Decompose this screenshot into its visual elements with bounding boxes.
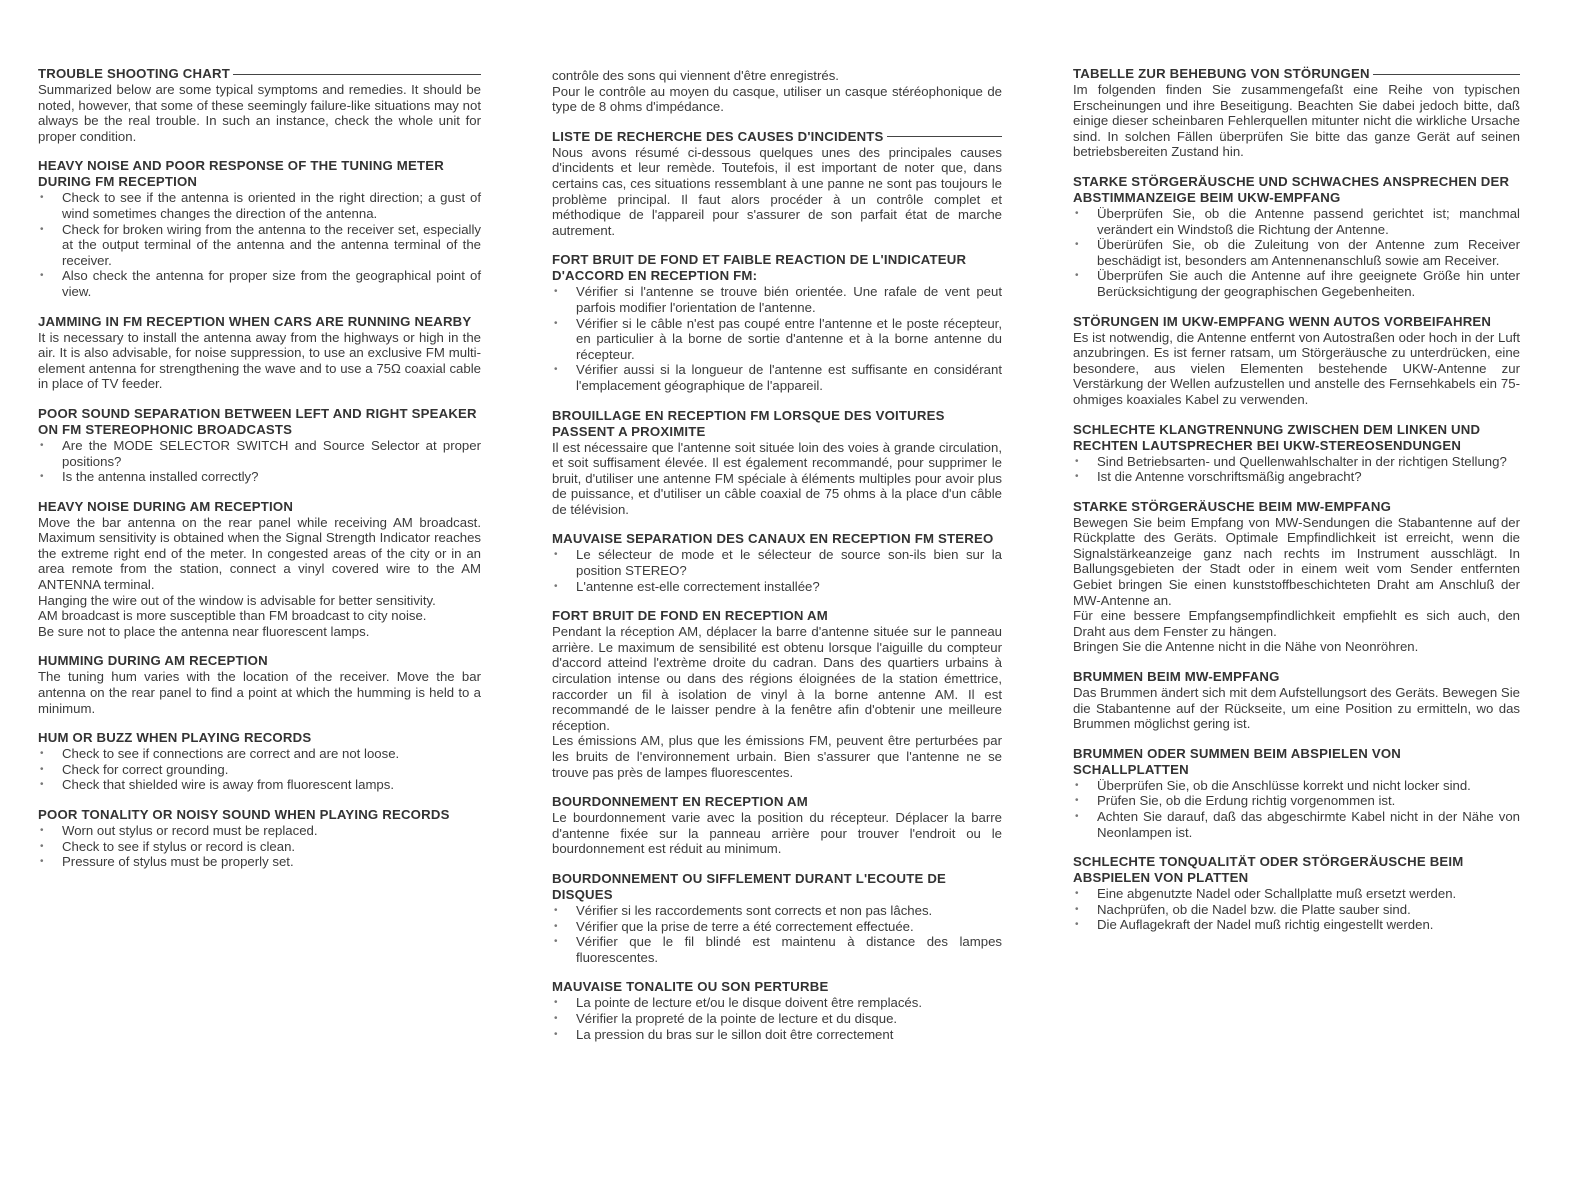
list-item: • La pression du bras sur le sillon doit être correctement [552,1027,1002,1043]
en-am-noise-p3: AM broadcast is more susceptible than FM broadcast to city noise. [38,608,427,624]
list-item: • Check to see if connections are correct and are not loose. [38,746,481,762]
en-am-hum-section [38,653,481,716]
fr-am-noise-section [552,608,1002,780]
de-intro-text: Im folgenden finden Sie zusammengefaßt eine Reihe von typischen Erscheinungen und ihre Beseitigung. Beachten Sie dabei jedoch bitte, daß einige dieser scheinbaren Fehlerquellen mitunter nicht die wirkliche Ursache sind. In solchen Fällen überprüfen Sie bitte das ganze Gerät auf seinen betriebsbereiten Zustand hin. [1073,82,1520,160]
fr-am-hum-text: Le bourdonnement varie avec la position du récepteur. Déplacer la barre d'antenne fixée sur la panneau arrière pour trouver l'endroit ou le bourdonnement est réduit au minimum. [552,810,1002,857]
en-am-noise-p4: Be sure not to place the antenna near fluorescent lamps. [38,623,370,639]
de-fm-noise-heading: STARKE STÖRGERÄUSCHE UND SCHWACHES ANSPRECHEN DER ABSTIMMANZEIGE BEIM UKW-EMPFANG [1073,173,1510,205]
de-tonality-heading: SCHLECHTE TONQUALITÄT ODER STÖRGERÄUSCHE BEIM ABSPIELEN VON PLATTEN [1073,854,1464,886]
de-separation-section [1073,422,1520,485]
fr-tonality-section [552,979,1002,1042]
list-item: • Überprüfen Sie, ob die Antenne passend gerichtet ist; manchmal verändert ein Windstoß die Richtung der Antenne. [1073,206,1520,237]
title-rule [1373,74,1520,75]
de-am-hum-text: Das Brummen ändert sich mit dem Aufstellungsort des Geräts. Bewegen Sie die Stabantenne auf der Rückseite, um eine Position zu ermitteln, wo das Brummen möglichst gering ist. [1073,685,1520,732]
en-tonality-section [38,807,481,870]
fr-jamming-heading: BROUILLAGE EN RECEPTION FM LORSQUE DES VOITURES PASSENT A PROXIMITE [552,407,945,439]
de-record-hum-list [1073,778,1520,840]
fr-continuation-section [552,68,1002,115]
en-separation-heading: POOR SOUND SEPARATION BETWEEN LEFT AND RIGHT SPEAKER ON FM STEREOPHONIC BROADCASTS [38,405,477,437]
en-chart-title: TROUBLE SHOOTING CHART [38,66,481,82]
en-jamming-heading: JAMMING IN FM RECEPTION WHEN CARS ARE RUNNING NEARBY [38,313,472,329]
list-item: • Überprüfen Sie auch die Antenne auf ihre geeignete Größe hin unter Berücksichtigung der geographischen Gegebenheiten. [1073,268,1520,299]
de-tonality-list [1073,886,1520,933]
en-am-noise-p1: Move the bar antenna on the rear panel while receiving AM broadcast. Maximum sensitivity is obtained when the Signal Strength Indicator reaches the extreme right end of the meter. In congested areas of the city or in an area remote from the station, connect a vinyl covered wire to the AM ANTENNA terminal. [38,514,481,593]
fr-separation-section [552,531,1002,594]
de-record-hum-section [1073,746,1520,840]
list-item: • Ist die Antenne vorschriftsmäßig angebracht? [1073,469,1520,485]
fr-am-noise-p1: Pendant la réception AM, déplacer la barre d'antenne située sur le panneau arrière. Le maximum de sensibilité est obtenu lorsque l'aiguille du compteur d'accord atteind l'extrème droite du cadran. Dans des quartiers urbains à circulation intense ou dans des régions éloignées de la station émettrice, raccorder un fil à isolation de vinyl à la borne antenne AM. Il est recommandé de le laisser pendre à la fenêtre afin d'obtenir une meilleure réception. [552,624,1002,733]
list-item: • Are the MODE SELECTOR SWITCH and Source Selector at proper positions? [38,438,481,469]
de-fm-noise-section [1073,174,1520,300]
en-jamming-section [38,314,481,392]
list-item: • La pointe de lecture et/ou le disque doivent être remplacés. [552,995,1002,1011]
en-intro-section [38,66,481,144]
en-separation-list [38,438,481,485]
de-am-noise-p1: Bewegen Sie beim Empfang von MW-Sendungen die Stabantenne auf der Rückplatte des Geräts. Optimale Empfindlichkeit ist erreicht, wenn die Signalstärkeanzeige ganz nach rechts im Instrument ausschlägt. In Ballungsgebieten der Stadt oder in einem weit vom Sender entfernten Gebiet bringen Sie einen kunststoffbeschichteten Draht am Anschluß der MW-Antenne an. [1073,514,1520,608]
fr-am-noise-heading: FORT BRUIT DE FOND EN RECEPTION AM [552,608,828,624]
list-item: • Nachprüfen, ob die Nadel bzw. die Platte sauber sind. [1073,902,1520,918]
list-item: • Check that shielded wire is away from fluorescent lamps. [38,777,481,793]
list-item: • Prüfen Sie, ob die Erdung richtig vorgenommen ist. [1073,793,1520,809]
en-fm-noise-list [38,190,481,299]
en-fm-noise-section [38,158,481,299]
de-tonality-section [1073,854,1520,933]
german-column [1073,66,1520,933]
english-column [38,66,481,884]
fr-tonality-list [552,995,1002,1042]
list-item: • L'antenne est-elle correctement installée? [552,579,1002,595]
de-am-noise-p2: Für eine bessere Empfangsempfindlichkeit empfiehlt es sich auch, den Draht aus dem Fenster zu hängen. [1073,608,1520,639]
en-record-hum-heading: HUM OR BUZZ WHEN PLAYING RECORDS [38,730,312,746]
list-item: • Vérifier la propreté de la pointe de lecture et du disque. [552,1011,1002,1027]
list-item: • Vérifier aussi si la longueur de l'antenne est suffisante en considérant l'emplacement géographique de l'appareil. [552,362,1002,393]
de-jamming-text: Es ist notwendig, die Antenne entfernt von Autostraßen oder hoch in der Luft anzubringen. Es ist ferner ratsam, um Störgeräusche zu unterdrücken, eine besondere, aus vielen Elementen bestehende UKW-Antenne zur Verstärkung der Wellen aufzustellen und anstelle des Fernsehkabels ein 75-ohmiges koaxiales Kabel zu verwenden. [1073,329,1520,407]
de-am-noise-heading: STARKE STÖRGERÄUSCHE BEIM MW-EMPFANG [1073,498,1392,514]
list-item: • Vérifier si le câble n'est pas coupé entre l'antenne et le poste récepteur, en particulier à la borne de sortie d'antenne et à la borne antenne du récepteur. [552,316,1002,363]
fr-separation-list [552,547,1002,594]
list-item: • Check to see if stylus or record is clean. [38,839,481,855]
en-tonality-list [38,823,481,870]
de-separation-list [1073,454,1520,485]
de-am-noise-section [1073,499,1520,655]
list-item: • Überürüfen Sie, ob die Zuleitung von der Antenne zum Receiver beschädigt ist, besonders am Antennenanschluß sowie am Receiver. [1073,237,1520,268]
de-separation-heading: SCHLECHTE KLANGTRENNUNG ZWISCHEN DEM LINKEN UND RECHTEN LAUTSPRECHER BEI UKW-STEREOSENDUNGEN [1073,421,1481,453]
en-record-hum-list [38,746,481,793]
de-intro-section [1073,66,1520,160]
fr-tonality-heading: MAUVAISE TONALITE OU SON PERTURBE [552,979,829,995]
en-intro-text: Summarized below are some typical symptoms and remedies. It should be noted, however, that some of these seemingly failure-like situations may not always be the real trouble. In such an instance, check the whole unit for proper condition. [38,82,481,144]
list-item: • Pressure of stylus must be properly set. [38,854,481,870]
fr-jamming-section [552,408,1002,518]
en-tonality-heading: POOR TONALITY OR NOISY SOUND WHEN PLAYING RECORDS [38,807,450,822]
fr-headphone-text: Pour le contrôle au moyen du casque, utiliser un casque stéréophonique de type de 8 ohms d'impédance. [552,83,1002,115]
fr-fm-noise-heading: FORT BRUIT DE FOND ET FAIBLE REACTION DE L'INDICATEUR D'ACCORD EN RECEPTION FM: [552,252,967,284]
en-fm-noise-heading: HEAVY NOISE AND POOR RESPONSE OF THE TUNING METER DURING FM RECEPTION [38,158,444,190]
list-item: • Check for broken wiring from the antenna to the receiver set, especially at the output terminal of the antenna and the antenna terminal of the receiver. [38,222,481,269]
list-item: • Die Auflagekraft der Nadel muß richtig eingestellt werden. [1073,917,1520,933]
list-item: • Also check the antenna for proper size from the geographical point of view. [38,268,481,299]
en-jamming-text: It is necessary to install the antenna away from the highways or high in the air. It is also advisable, for noise suppression, to use an exclusive FM multi-element antenna for strengthening the wave and to use a 75Ω coaxial cable in place of TV feeder. [38,329,481,392]
fr-am-hum-section [552,794,1002,857]
fr-record-hum-section [552,871,1002,965]
en-record-hum-section [38,730,481,793]
de-jamming-section [1073,314,1520,408]
title-rule [887,136,1002,137]
list-item: • Le sélecteur de mode et le sélecteur de source son-ils bien sur la position STEREO? [552,547,1002,578]
fr-am-noise-p2: Les émissions AM, plus que les émissions FM, peuvent être perturbées par les bruits de l'environnement urbain. Bien s'assurer que l'antenne ne se trouve pas près de lampes fluorescentes. [552,733,1002,780]
french-column [552,68,1002,1042]
en-am-noise-p2: Hanging the wire out of the window is advisable for better sensitivity. [38,592,436,608]
de-chart-title: TABELLE ZUR BEHEBUNG VON STÖRUNGEN [1073,66,1520,82]
fr-continuation-text: contrôle des sons qui viennent d'être enregistrés. [552,68,839,83]
fr-separation-heading: MAUVAISE SEPARATION DES CANAUX EN RECEPTION FM STEREO [552,531,994,547]
title-rule [233,74,481,75]
list-item: • Is the antenna installed correctly? [38,469,481,485]
fr-am-hum-heading: BOURDONNEMENT EN RECEPTION AM [552,794,808,810]
list-item: • Worn out stylus or record must be replaced. [38,823,481,839]
fr-intro-section [552,129,1002,239]
de-am-hum-section [1073,669,1520,732]
de-am-hum-heading: BRUMMEN BEIM MW-EMPFANG [1073,669,1280,685]
fr-fm-noise-section [552,252,1002,393]
fr-intro-text: Nous avons résumé ci-dessous quelques unes des principales causes d'incidents et leur remède. Toutefois, il est important de noter que, dans certains cas, ces situations ressemblant à une panne ne sont pas toujours le problème principal. Il faut alors procéder à un contrôle complet et méthodique de l'appareil pour s'assurer de son parfait état de marche autrement. [552,144,1002,238]
fr-record-hum-heading: BOURDONNEMENT OU SIFFLEMENT DURANT L'ECOUTE DE DISQUES [552,870,947,902]
list-item: • Vérifier si l'antenne se trouve bién orientée. Une rafale de vent peut parfois modifier l'orientation de l'antenne. [552,284,1002,315]
list-item: • Vérifier si les raccordements sont corrects et non pas lâches. [552,903,1002,919]
en-am-hum-text: The tuning hum varies with the location of the receiver. Move the bar antenna on the rear panel to find a point at which the humming is held to a minimum. [38,669,481,716]
list-item: • Sind Betriebsarten- und Quellenwahlschalter in der richtigen Stellung? [1073,454,1520,470]
list-item: • Vérifier que le fil blindé est maintenu à distance des lampes fluorescentes. [552,934,1002,965]
de-jamming-heading: STÖRUNGEN IM UKW-EMPFANG WENN AUTOS VORBEIFAHREN [1073,313,1492,329]
fr-record-hum-list [552,903,1002,965]
list-item: • Vérifier que la prise de terre a été correctement effectuée. [552,919,1002,935]
de-record-hum-heading: BRUMMEN ODER SUMMEN BEIM ABSPIELEN VON SCHALLPLATTEN [1073,745,1402,777]
de-fm-noise-list [1073,206,1520,300]
fr-fm-noise-list [552,284,1002,393]
de-am-noise-p3: Bringen Sie die Antenne nicht in die Nähe von Neonröhren. [1073,639,1419,655]
en-am-hum-heading: HUMMING DURING AM RECEPTION [38,653,268,669]
fr-chart-title: LISTE DE RECHERCHE DES CAUSES D'INCIDENTS [552,129,1002,145]
list-item: • Check for correct grounding. [38,762,481,778]
list-item: • Check to see if the antenna is oriented in the right direction; a gust of wind sometimes changes the direction of the antenna. [38,190,481,221]
en-separation-section [38,406,481,485]
list-item: • Eine abgenutzte Nadel oder Schallplatte muß ersetzt werden. [1073,886,1520,902]
list-item: • Achten Sie darauf, daß das abgeschirmte Kabel nicht in der Nähe von Neonlampen ist. [1073,809,1520,840]
list-item: • Überprüfen Sie, ob die Anschlüsse korrekt und nicht locker sind. [1073,778,1520,794]
fr-jamming-text: Il est nécessaire que l'antenne soit située loin des voies à grande circulation, et soit suffisament élevée. Il est également recommandé, pour supprimer le bruit, d'utiliser une antenne FM spéciale à éléments multiples pour avoir plus de puissance, et d'utiliser un câble coaxial de 75 ohms à la place d'un câble de télévision. [552,439,1002,517]
en-am-noise-heading: HEAVY NOISE DURING AM RECEPTION [38,498,294,514]
en-am-noise-section [38,499,481,640]
